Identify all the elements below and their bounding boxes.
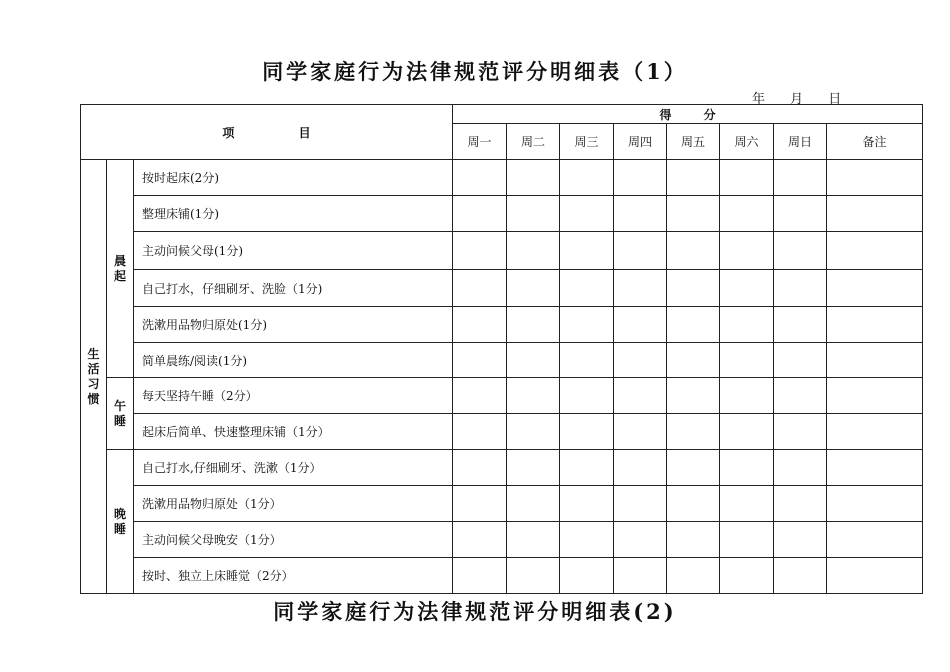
score-cell[interactable] [774,450,827,486]
item-label: 自己打水,仔细刷牙、洗漱（1分） [134,450,453,486]
item-label: 主动问候父母(1分) [134,232,453,270]
score-cell[interactable] [720,160,774,196]
score-cell[interactable] [667,522,720,558]
remark-cell[interactable] [827,232,923,270]
remark-header: 备注 [827,124,923,160]
score-cell[interactable] [774,307,827,343]
score-cell[interactable] [774,414,827,450]
date-day-label: 日 [828,92,842,107]
score-cell[interactable] [453,414,507,450]
score-cell[interactable] [453,307,507,343]
score-cell[interactable] [667,558,720,594]
score-cell[interactable] [720,307,774,343]
item-label: 简单晨练/阅读(1分) [134,343,453,378]
score-cell[interactable] [453,486,507,522]
score-cell[interactable] [560,522,614,558]
score-cell[interactable] [507,232,560,270]
score-header: 得 分 [453,105,923,124]
remark-cell[interactable] [827,307,923,343]
score-cell[interactable] [720,343,774,378]
day-header-sun: 周日 [774,124,827,160]
item-label: 洗漱用品物归原处(1分) [134,307,453,343]
score-cell[interactable] [614,232,667,270]
item-label: 洗漱用品物归原处（1分） [134,486,453,522]
score-cell[interactable] [720,196,774,232]
score-table [80,104,923,594]
item-label: 按时起床(2分) [134,160,453,196]
score-cell[interactable] [667,232,720,270]
group-noon: 午 睡 [107,378,134,450]
score-cell[interactable] [614,378,667,414]
score-cell[interactable] [720,558,774,594]
item-column-header: 项 目 [81,105,453,160]
score-cell[interactable] [560,486,614,522]
group-evening: 晚 睡 [107,450,134,594]
score-cell[interactable] [614,450,667,486]
score-cell[interactable] [507,196,560,232]
remark-cell[interactable] [827,414,923,450]
score-cell[interactable] [507,522,560,558]
score-cell[interactable] [614,558,667,594]
remark-cell[interactable] [827,160,923,196]
score-cell[interactable] [560,414,614,450]
score-cell[interactable] [774,486,827,522]
date-year-label: 年 [752,92,766,107]
score-cell[interactable] [560,232,614,270]
score-cell[interactable] [453,232,507,270]
score-cell[interactable] [453,378,507,414]
score-cell[interactable] [453,343,507,378]
score-cell[interactable] [507,307,560,343]
score-cell[interactable] [560,270,614,307]
score-cell[interactable] [720,522,774,558]
score-cell[interactable] [614,522,667,558]
item-label: 主动问候父母晚安（1分） [134,522,453,558]
score-cell[interactable] [614,160,667,196]
score-cell[interactable] [667,378,720,414]
score-cell[interactable] [667,307,720,343]
score-cell[interactable] [774,232,827,270]
score-cell[interactable] [507,450,560,486]
category-life-habits: 生 活 习 惯 [81,160,107,594]
remark-cell[interactable] [827,378,923,414]
second-title: 同学家庭行为法律规范评分明细表(2) [273,599,677,624]
score-cell[interactable] [667,414,720,450]
score-cell[interactable] [774,343,827,378]
score-cell[interactable] [507,378,560,414]
score-cell[interactable] [453,270,507,307]
score-cell[interactable] [720,232,774,270]
score-cell[interactable] [507,343,560,378]
remark-cell[interactable] [827,196,923,232]
item-label: 自己打水，仔细刷牙、洗脸（1分) [134,270,453,307]
score-cell[interactable] [507,160,560,196]
score-cell[interactable] [774,558,827,594]
score-cell[interactable] [774,196,827,232]
score-cell[interactable] [453,522,507,558]
score-cell[interactable] [667,486,720,522]
score-cell[interactable] [507,558,560,594]
day-header-tue: 周二 [507,124,560,160]
remark-cell[interactable] [827,343,923,378]
score-cell[interactable] [453,160,507,196]
day-header-thu: 周四 [614,124,667,160]
score-cell[interactable] [614,307,667,343]
score-cell[interactable] [453,558,507,594]
item-label: 整理床铺(1分) [134,196,453,232]
remark-cell[interactable] [827,486,923,522]
score-cell[interactable] [720,414,774,450]
remark-cell[interactable] [827,558,923,594]
score-cell[interactable] [453,450,507,486]
remark-cell[interactable] [827,522,923,558]
score-cell[interactable] [720,486,774,522]
score-cell[interactable] [667,343,720,378]
score-cell[interactable] [774,270,827,307]
item-label: 每天坚持午睡（2分） [134,378,453,414]
score-cell[interactable] [614,343,667,378]
day-header-sat: 周六 [720,124,774,160]
score-cell[interactable] [507,414,560,450]
group-morning: 晨 起 [107,160,134,378]
score-cell[interactable] [667,160,720,196]
day-header-wed: 周三 [560,124,614,160]
score-cell[interactable] [453,196,507,232]
score-cell[interactable] [614,486,667,522]
score-cell[interactable] [614,196,667,232]
score-cell[interactable] [560,378,614,414]
score-cell[interactable] [720,450,774,486]
score-cell[interactable] [667,196,720,232]
score-cell[interactable] [614,414,667,450]
score-cell[interactable] [774,522,827,558]
score-cell[interactable] [560,307,614,343]
remark-cell[interactable] [827,450,923,486]
item-label: 起床后简单、快速整理床铺（1分） [134,414,453,450]
score-cell[interactable] [720,270,774,307]
score-cell[interactable] [614,270,667,307]
item-label: 按时、独立上床睡觉（2分） [134,558,453,594]
date-month-label: 月 [790,92,804,107]
score-cell[interactable] [507,270,560,307]
score-cell[interactable] [560,558,614,594]
remark-cell[interactable] [827,270,923,307]
day-header-fri: 周五 [667,124,720,160]
score-cell[interactable] [774,160,827,196]
score-cell[interactable] [560,343,614,378]
day-header-mon: 周一 [453,124,507,160]
score-cell[interactable] [560,450,614,486]
score-cell[interactable] [560,196,614,232]
score-cell[interactable] [560,160,614,196]
page-title: 同学家庭行为法律规范评分明细表（1） [262,59,688,84]
score-cell[interactable] [667,450,720,486]
score-cell[interactable] [720,378,774,414]
score-cell[interactable] [774,378,827,414]
score-cell[interactable] [507,486,560,522]
score-cell[interactable] [667,270,720,307]
